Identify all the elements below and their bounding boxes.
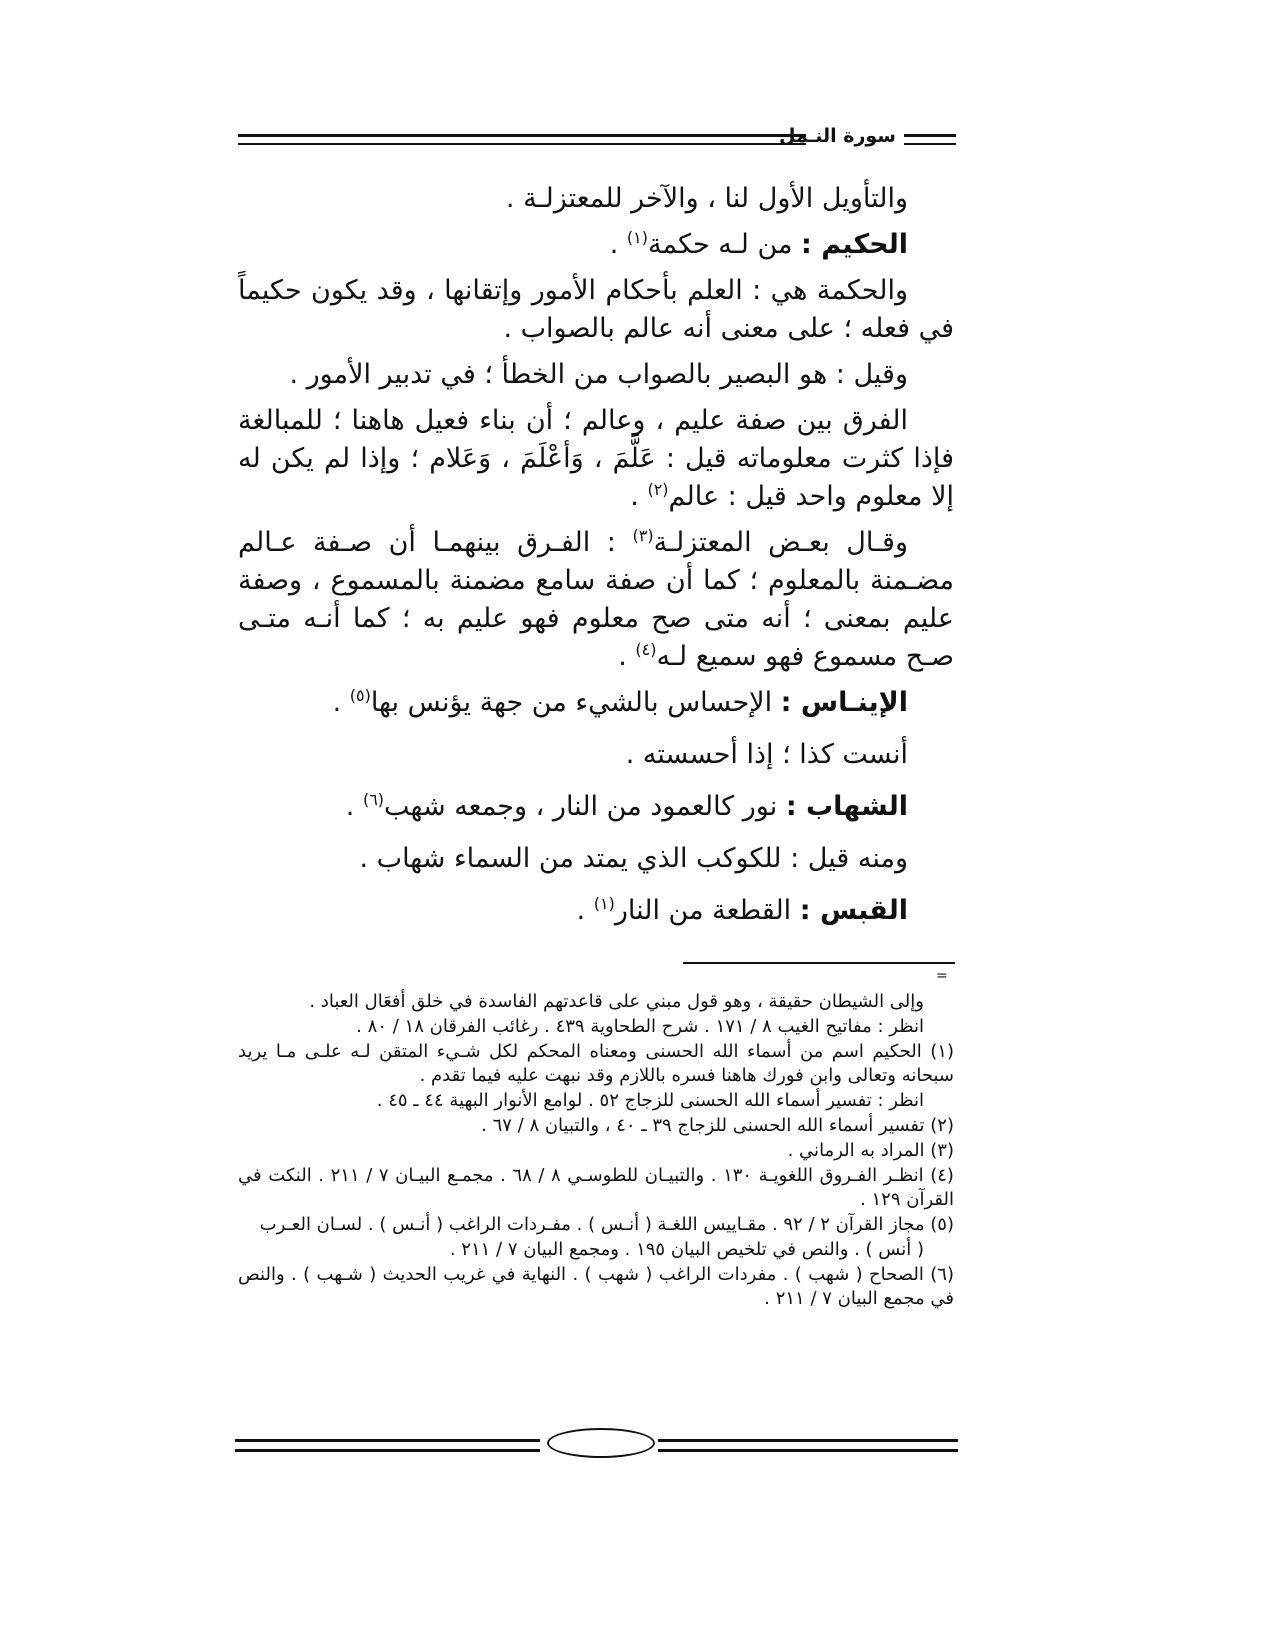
footnote-line: (٤) انظـر الفـروق اللغويـة ١٣٠ . والتبيـان للطوسـي ٨ / ٦٨ . مجمـع البيـان ٧ / ٢١١ . النكت في القرآن ١٢٩ . [238, 1165, 954, 1210]
footnote-line: انظر : تفسير أسماء الله الحسنى للزجاج ٥٢ . لوامع الأنوار البهية ٤٤ ـ ٤٥ . [376, 1090, 924, 1111]
footnote-separator [683, 962, 955, 964]
paragraph: أنست كذا ؛ إذا أحسسته . [625, 739, 908, 770]
page-number-oval [547, 1428, 655, 1458]
page-header [238, 126, 956, 156]
footnote-ref: (٤) [635, 640, 657, 659]
footnote-ref: (١) [626, 228, 648, 247]
footnotes [238, 990, 954, 1312]
header-rule-left [238, 134, 806, 145]
footnote-line: وإلى الشيطان حقيقة ، وهو قول مبني على قاعدتهم الفاسدة في خلق أفعَال العباد . [309, 991, 924, 1012]
term: الشهاب : [785, 791, 908, 822]
paragraph: وقيل : هو البصير بالصواب من الخطأ ؛ في تدبير الأمور . [289, 359, 908, 390]
footnote-ref: (٥) [349, 686, 371, 705]
paragraph: الفرق بين صفة عليم ، وعالم ؛ أن بناء فعيل هاهنا ؛ للمبالغة فإذا كثرت معلوماته قيل : عَلَّمَ ، وَأعْلَمَ ، وَعَلام ؛ وإذا لم يكن له إلا معلوم واحد قيل : عالم$^{(٢)}$ . [238, 405, 954, 512]
footnote-continuation-mark: = [936, 968, 948, 984]
header-rule-right [904, 134, 956, 145]
footnote-line: (٦) الصحاح ( شهب ) . مفردات الراغب ( شهب ) . النهاية في غريب الحديث ( شـهب ) . والنص في مجمع البيان ٧ / ٢١١ . [238, 1264, 954, 1309]
footnote-line: (٥) مجاز القرآن ٢ / ٩٢ . مقـاييس اللغـة ( أنـس ) . مفـردات الراغب ( أنـس ) . لسـان العـرب [259, 1214, 954, 1235]
footnote-ref: (١) [593, 894, 615, 913]
paragraph: القبس : القطعة من النار$^{(١)}$ . [576, 894, 908, 926]
footnote-ref: (٦) [362, 790, 385, 809]
footer-rule-right [658, 1439, 958, 1452]
footnote-line: انظر : مفاتيح الغيب ٨ / ١٧١ . شرح الطحاوية ٤٣٩ . رغائب الفرقان ١٨ / ٨٠ . [356, 1016, 924, 1037]
paragraph: ومنه قيل : للكوكب الذي يمتد من السماء شهاب . [359, 843, 908, 874]
running-title: سورة النـمل [779, 125, 896, 147]
footnote-ref: (٢) [647, 480, 669, 499]
footnote-line: (٣) المراد به الرماني . [787, 1140, 954, 1161]
paragraph: والحكمة هي : العلم بأحكام الأمور وإتقانها ، وقد يكون حكيماً في فعله ؛ على معنى أنه عالم بالصواب . [238, 275, 954, 344]
paragraph: الشهاب : نور كالعمود من النار ، وجمعه شهب$^{(٦)}$ . [345, 790, 908, 822]
term: القبس : [799, 895, 908, 926]
footnote-line: (٢) تفسير أسماء الله الحسنى للزجاج ٣٩ ـ ٤٠ ، والتبيان ٨ / ٦٧ . [481, 1115, 954, 1136]
paragraph: الحكيم : من لـه حكمة$^{(١)}$ . [609, 228, 908, 260]
paragraph: والتأويل الأول لنا ، والآخر للمعتزلـة . [505, 183, 908, 214]
main-text [238, 180, 954, 938]
footer-rule-left [235, 1439, 540, 1452]
term: الحكيم : [801, 229, 908, 260]
paragraph: وقـال بعـض المعتزلـة$^{(٣)}$ : الفـرق بينهمـا أن صـفة عـالم مضـمنة بالمعلوم ؛ كما أن صفة سامع مضمنة بالمسموع ، وصفة عليم بمعنى ؛ أنه متى صح معلوم فهو عليم به ؛ كما أنـه متـى صـح مسموع فهو سميع لـه$^{(٤)}$ . [238, 526, 954, 672]
term: الإينـاس : [780, 687, 908, 718]
footnote-ref: (٣) [632, 526, 654, 545]
footnote-line: ( أنس ) . والنص في تلخيص البيان ١٩٥ . ومجمع البيان ٧ / ٢١١ . [449, 1239, 924, 1260]
page-footer [235, 1426, 958, 1462]
footnote-line: (١) الحكيم اسم من أسماء الله الحسنى ومعناه المحكم لكل شـيء المتقن لـه علـى مـا يريد سبحانه وتعالى وابن فورك هاهنا فسره باللازم وقد نبهت عليه فيما تقدم . [238, 1041, 954, 1086]
paragraph: الإينـاس : الإحساس بالشيء من جهة يؤنس بها$^{(٥)}$ . [332, 686, 908, 718]
